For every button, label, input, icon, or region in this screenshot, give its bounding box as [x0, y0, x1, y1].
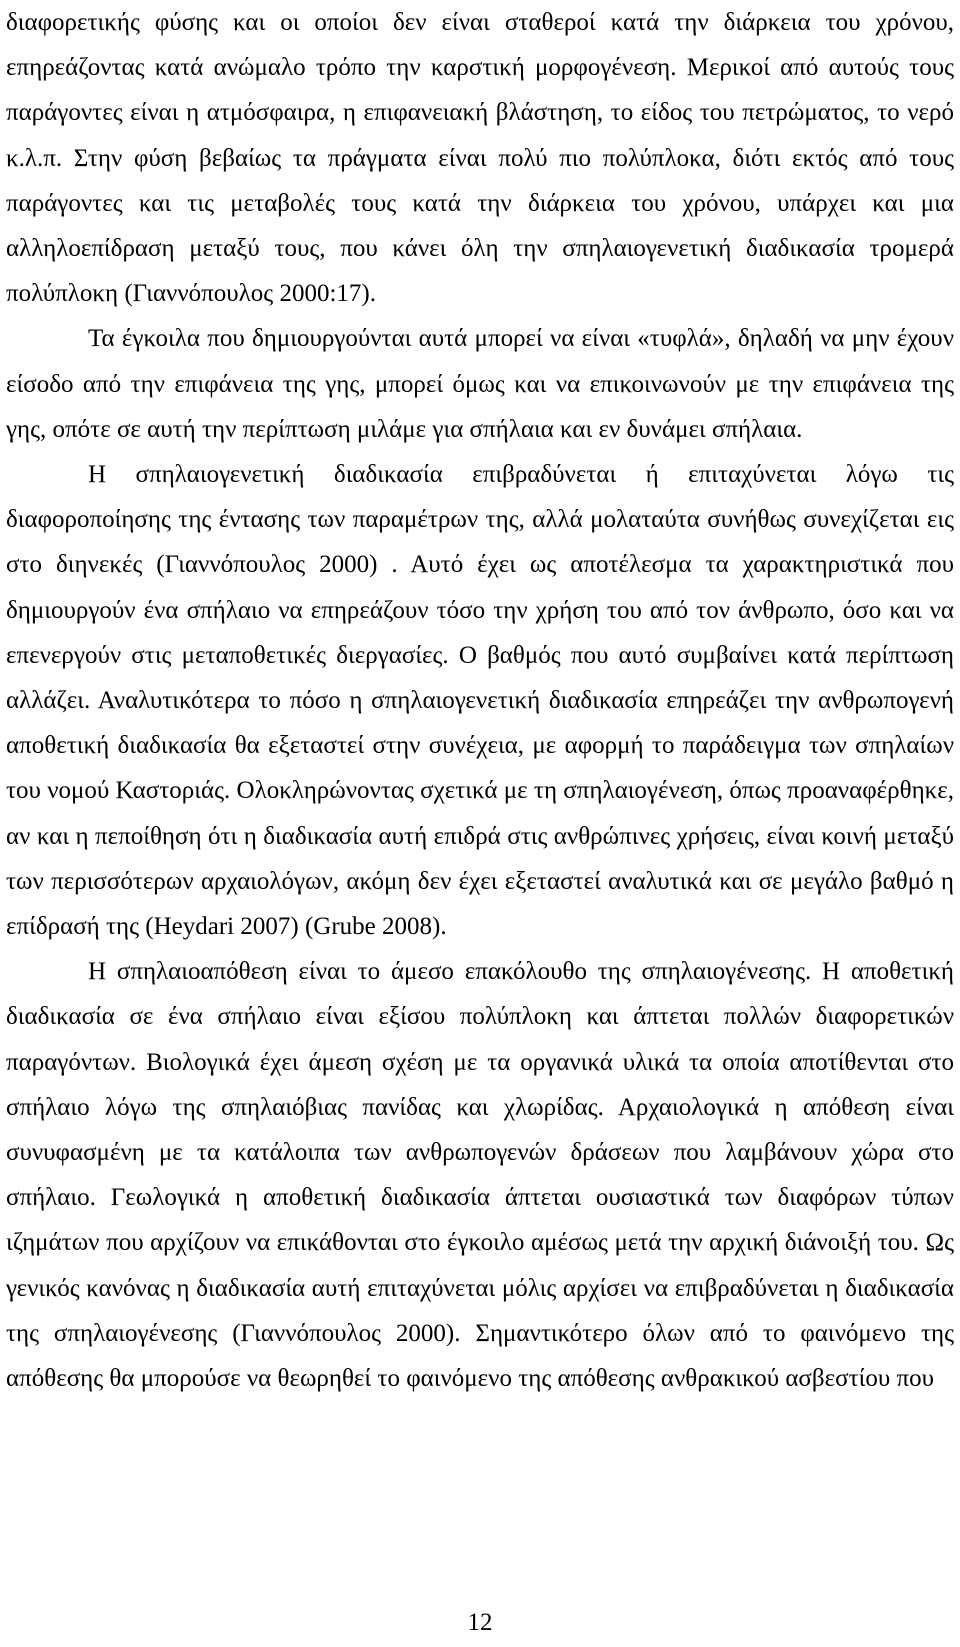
page-number: 12	[467, 1609, 493, 1636]
paragraph-continuation: διαφορετικής φύσης και οι οποίοι δεν είναι σταθεροί κατά την διάρκεια του χρόνου, επηρεάζοντας κατά ανώμαλο τρόπο την καρστική μορφογένεση. Μερικοί από αυτούς τους παράγοντες είναι η ατμόσφαιρα, η επιφανειακή βλάστηση, το είδος του πετρώματος, το νερό κ.λ.π. Στην φύση βεβαίως τα πράγματα είναι πολύ πιο πολύπλοκα, διότι εκτός από τους παράγοντες και τις μεταβολές τους κατά την διάρκεια του χρόνου, υπάρχει και μια αλληλοεπίδραση μεταξύ τους, που κάνει όλη την σπηλαιογενετική διαδικασία τρομερά πολύπλοκη (Γιαννόπουλος 2000:17).	[6, 9, 954, 308]
paragraph-cave-deposition: Η σπηλαιοαπόθεση είναι το άμεσο επακόλουθο της σπηλαιογένεσης. Η αποθετική διαδικασία σε ένα σπήλαιο είναι εξίσου πολύπλοκη και άπτεται πολλών διαφορετικών παραγόντων. Βιολογικά έχει άμεση σχέση με τα οργανικά υλικά τα οποία αποτίθενται στο σπήλαιο λόγω της σπηλαιόβιας πανίδας και χλωρίδας. Αρχαιολογικά η απόθεση είναι συνυφασμένη με τα κατάλοιπα των ανθρωπογενών δράσεων που λαμβάνουν χώρα στο σπήλαιο. Γεωλογικά η αποθετική διαδικασία άπτεται ουσιαστικά των διαφόρων τύπων ιζημάτων που αρχίζουν να επικάθονται στο έγκοιλο αμέσως μετά την αρχική διάνοιξή του. Ως γενικός κανόνας η διαδικασία αυτή επιταχύνεται μόλις αρχίσει να επιβραδύνεται η διαδικασία της σπηλαιογένεσης (Γιαννόπουλος 2000). Σημαντικότερο όλων από το φαινόμενο της απόθεσης θα μπορούσε να θεωρηθεί το φαινόμενο της απόθεσης ανθρακικού ασβεστίου που	[6, 958, 954, 1393]
document-body	[6, 0, 954, 1401]
paragraph-blind-cavities: Τα έγκοιλα που δημιουργούνται αυτά μπορεί να είναι «τυφλά», δηλαδή να μην έχουν είσοδο από την επιφάνεια της γης, μπορεί όμως και να επικοινωνούν με την επιφάνεια της γης, οπότε σε αυτή την περίπτωση μιλάμε για σπήλαια και εν δυνάμει σπήλαια.	[6, 325, 954, 443]
paragraph-speleogenesis-process: Η σπηλαιογενετική διαδικασία επιβραδύνεται ή επιταχύνεται λόγω τις διαφοροποίησης της έντασης των παραμέτρων της, αλλά μολαταύτα συνήθως συνεχίζεται εις στο διηνεκές (Γιαννόπουλος 2000) . Αυτό έχει ως αποτέλεσμα τα χαρακτηριστικά που δημιουργούν ένα σπήλαιο να επηρεάζουν τόσο την χρήση του από τον άνθρωπο, όσο και να επενεργούν στις μεταποθετικές διεργασίες. Ο βαθμός που αυτό συμβαίνει κατά περίπτωση αλλάζει. Αναλυτικότερα το πόσο η σπηλαιογενετική διαδικασία επηρεάζει την ανθρωπογενή αποθετική διαδικασία θα εξεταστεί στην συνέχεια, με αφορμή το παράδειγμα των σπηλαίων του νομού Καστοριάς. Ολοκληρώνοντας σχετικά με τη σπηλαιογένεση, όπως προαναφέρθηκε, αν και η πεποίθηση ότι η διαδικασία αυτή επιδρά στις ανθρώπινες χρήσεις, είναι κοινή μεταξύ των περισσότερων αρχαιολόγων, ακόμη δεν έχει εξεταστεί αναλυτικά και σε μεγάλο βαθμό η επίδρασή της (Heydari 2007) (Grube 2008).	[6, 461, 954, 941]
